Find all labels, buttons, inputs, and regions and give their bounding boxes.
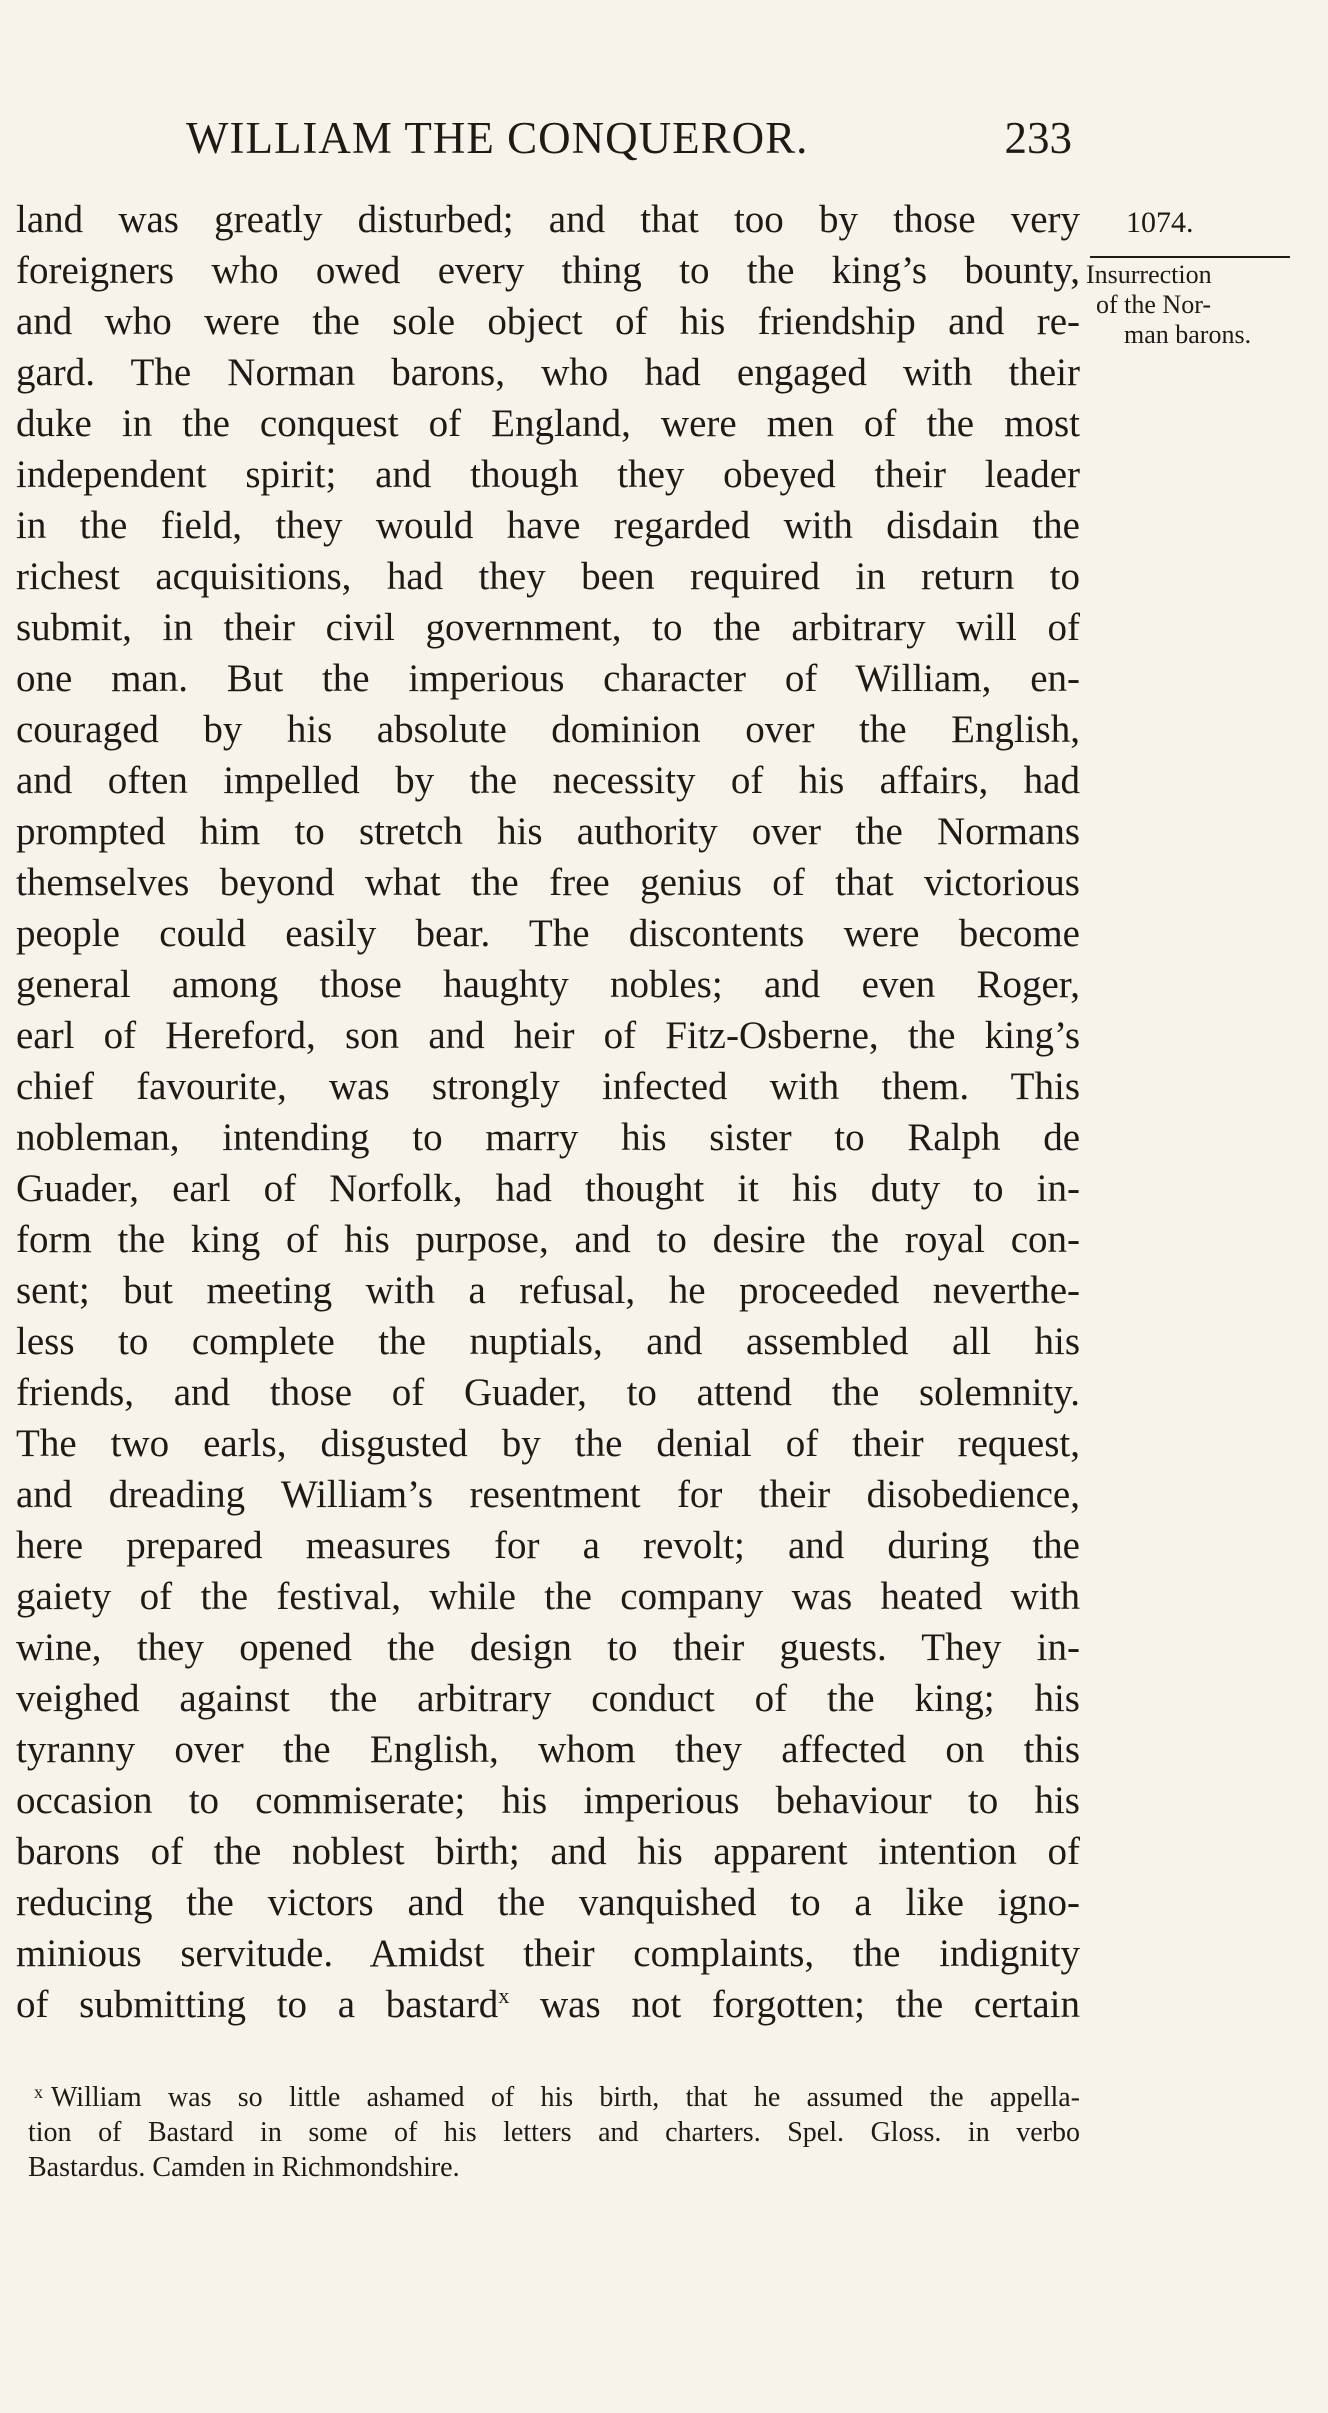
footnote-line: tion of Bastard in some of his letters and charters. Spel. Gloss. in verbo [28, 2117, 1080, 2148]
text-line: nobleman, intending to marry his sister to Ralph de [16, 1116, 1080, 1159]
text-line: sent; but meeting with a refusal, he proceeded neverthe- [16, 1269, 1080, 1312]
text-line: and often impelled by the necessity of his affairs, had [16, 759, 1080, 802]
text-before-footnote-ref: of submitting to a bastard [16, 1983, 499, 2026]
text-line: gard. The Norman barons, who had engaged with their [16, 351, 1080, 394]
text-line: independent spirit; and though they obeyed their leader [16, 453, 1080, 496]
text-line: minious servitude. Amidst their complaints, the indignity [16, 1932, 1080, 1975]
text-line: less to complete the nuptials, and assembled all his [16, 1320, 1080, 1363]
text-line: duke in the conquest of England, were men of the most [16, 402, 1080, 445]
body-text [16, 194, 1080, 2030]
text-line: form the king of his purpose, and to desire the royal con- [16, 1218, 1080, 1261]
text-line: friends, and those of Guader, to attend the solemnity. [16, 1371, 1080, 1414]
text-line: veighed against the arbitrary conduct of the king; his [16, 1677, 1080, 1720]
text-line: foreigners who owed every thing to the king’s bounty, [16, 249, 1080, 292]
text-line: occasion to commiserate; his imperious behaviour to his [16, 1779, 1080, 1822]
text-line: one man. But the imperious character of William, en- [16, 657, 1080, 700]
text-line-last [16, 1979, 1080, 2030]
margin-note-line: of the Nor- [1096, 290, 1211, 319]
text-line: land was greatly disturbed; and that too by those very [16, 198, 1080, 241]
text-line: themselves beyond what the free genius of that victorious [16, 861, 1080, 904]
margin-note [1086, 256, 1316, 350]
text-line: in the field, they would have regarded with disdain the [16, 504, 1080, 547]
text-line: prompted him to stretch his authority over the Normans [16, 810, 1080, 853]
footnote-line [28, 2080, 1080, 2115]
page-number: 233 [1004, 113, 1072, 163]
text-line: chief favourite, was strongly infected with them. This [16, 1065, 1080, 1108]
text-line: The two earls, disgusted by the denial of their request, [16, 1422, 1080, 1465]
text-line: couraged by his absolute dominion over the English, [16, 708, 1080, 751]
margin-note-rule [1090, 256, 1290, 258]
footnote-line: Bastardus. Camden in Richmondshire. [28, 2152, 460, 2183]
text-after-footnote-ref: was not forgotten; the certain [509, 1983, 1080, 2026]
footnote-text: William was so little ashamed of his birth, that he assumed the appella- [51, 2082, 1080, 2113]
text-line: tyranny over the English, whom they affected on this [16, 1728, 1080, 1771]
running-header [186, 112, 1072, 172]
text-line: earl of Hereford, son and heir of Fitz-Osberne, the king’s [16, 1014, 1080, 1057]
text-line: submit, in their civil government, to the arbitrary will of [16, 606, 1080, 649]
footnote [28, 2080, 1080, 2185]
text-line: Guader, earl of Norfolk, had thought it his duty to in- [16, 1167, 1080, 1210]
text-line: general among those haughty nobles; and even Roger, [16, 963, 1080, 1006]
text-line: here prepared measures for a revolt; and during the [16, 1524, 1080, 1567]
margin-note-line: man barons. [1124, 320, 1252, 349]
text-line: people could easily bear. The discontents were become [16, 912, 1080, 955]
text-line: reducing the victors and the vanquished to a like igno- [16, 1881, 1080, 1924]
margin-year: 1074. [1126, 206, 1194, 239]
running-title: WILLIAM THE CONQUEROR. [186, 113, 809, 163]
text-line: gaiety of the festival, while the company was heated with [16, 1575, 1080, 1618]
text-line: and dreading William’s resentment for their disobedience, [16, 1473, 1080, 1516]
text-line: wine, they opened the design to their guests. They in- [16, 1626, 1080, 1669]
margin-note-line: Insurrection [1086, 260, 1212, 289]
footnote-marker: x [34, 2082, 43, 2102]
text-line: barons of the noblest birth; and his apparent intention of [16, 1830, 1080, 1873]
text-line: and who were the sole object of his friendship and re- [16, 300, 1080, 343]
footnote-reference[interactable]: x [498, 1983, 510, 2008]
text-line: richest acquisitions, had they been required in return to [16, 555, 1080, 598]
